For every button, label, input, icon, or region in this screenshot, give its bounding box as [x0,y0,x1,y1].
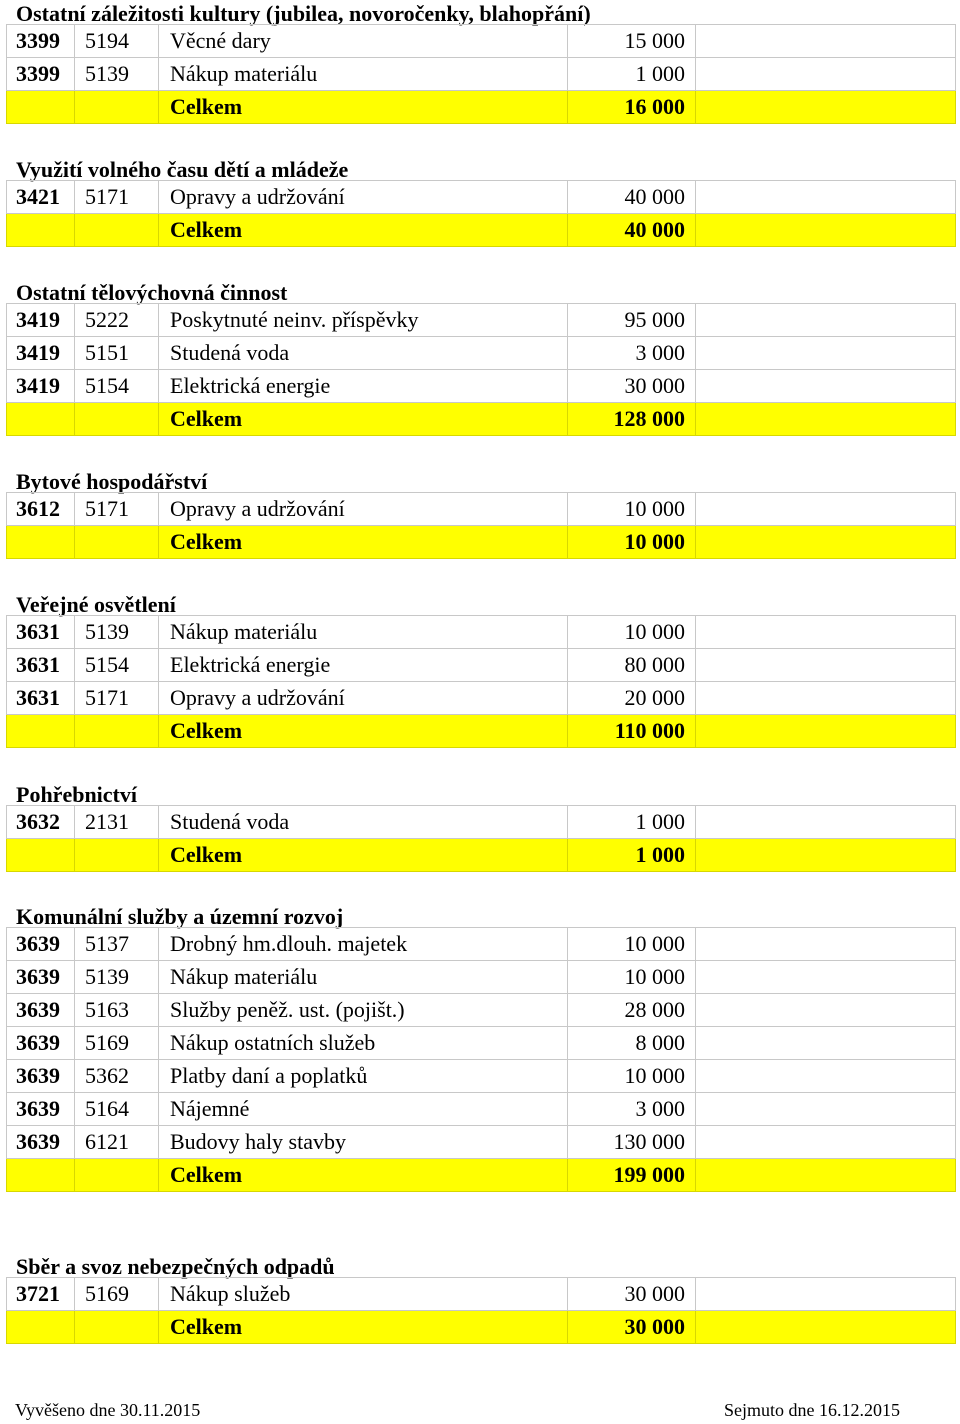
empty-cell [696,1093,956,1126]
section-title: Ostatní tělovýchovná činnost [16,280,288,305]
total-amount: 110 000 [568,715,696,748]
total-label: Celkem [159,1159,568,1192]
empty-cell [75,715,159,748]
paragraph-code: 3639 [7,994,75,1027]
item-code: 5222 [75,304,159,337]
total-amount: 128 000 [568,403,696,436]
item-description: Elektrická energie [159,649,568,682]
removed-date: Sejmuto dne 16.12.2015 [724,1400,900,1420]
empty-cell [696,616,956,649]
item-description: Nákup materiálu [159,58,568,91]
budget-table [6,1277,956,1344]
item-amount: 95 000 [568,304,696,337]
empty-cell [7,91,75,124]
item-code: 5169 [75,1027,159,1060]
paragraph-code: 3419 [7,370,75,403]
empty-cell [75,91,159,124]
item-description: Studená voda [159,806,568,839]
item-amount: 10 000 [568,961,696,994]
posted-date: Vyvěšeno dne 30.11.2015 [15,1400,201,1420]
paragraph-code: 3612 [7,493,75,526]
budget-table [6,927,956,1192]
empty-cell [7,403,75,436]
table-row [7,25,956,58]
item-amount: 10 000 [568,493,696,526]
table-row [7,58,956,91]
total-amount: 16 000 [568,91,696,124]
empty-cell [696,928,956,961]
empty-cell [696,493,956,526]
item-description: Nákup materiálu [159,961,568,994]
total-row [7,403,956,436]
total-label: Celkem [159,526,568,559]
table-row [7,493,956,526]
item-code: 5194 [75,25,159,58]
item-amount: 20 000 [568,682,696,715]
empty-cell [75,839,159,872]
item-amount: 80 000 [568,649,696,682]
empty-cell [75,1311,159,1344]
total-label: Celkem [159,839,568,872]
empty-cell [696,715,956,748]
item-description: Služby peněž. ust. (pojišt.) [159,994,568,1027]
item-amount: 3 000 [568,337,696,370]
table-row [7,806,956,839]
empty-cell [696,304,956,337]
item-code: 5171 [75,682,159,715]
paragraph-code: 3639 [7,1027,75,1060]
total-amount: 199 000 [568,1159,696,1192]
total-label: Celkem [159,214,568,247]
table-row [7,304,956,337]
section-title: Komunální služby a územní rozvoj [16,904,344,929]
paragraph-code: 3631 [7,616,75,649]
total-label: Celkem [159,91,568,124]
section-title: Ostatní záležitosti kultury (jubilea, novoročenky, blahopřání) [16,1,591,26]
item-amount: 15 000 [568,25,696,58]
item-description: Opravy a udržování [159,682,568,715]
empty-cell [7,715,75,748]
section-title: Bytové hospodářství [16,469,208,494]
budget-table [6,180,956,247]
item-code: 5139 [75,58,159,91]
paragraph-code: 3419 [7,304,75,337]
item-code: 5169 [75,1278,159,1311]
paragraph-code: 3639 [7,928,75,961]
paragraph-code: 3721 [7,1278,75,1311]
item-code: 5154 [75,649,159,682]
item-description: Nákup ostatních služeb [159,1027,568,1060]
empty-cell [696,1060,956,1093]
empty-cell [75,526,159,559]
empty-cell [696,1126,956,1159]
empty-cell [696,181,956,214]
item-description: Elektrická energie [159,370,568,403]
paragraph-code: 3632 [7,806,75,839]
total-row [7,1159,956,1192]
table-row [7,181,956,214]
item-code: 6121 [75,1126,159,1159]
paragraph-code: 3399 [7,25,75,58]
item-code: 5137 [75,928,159,961]
empty-cell [696,961,956,994]
item-code: 5171 [75,181,159,214]
table-row [7,1126,956,1159]
section-title: Veřejné osvětlení [16,592,176,617]
empty-cell [696,1027,956,1060]
empty-cell [696,526,956,559]
item-code: 5171 [75,493,159,526]
item-code: 5163 [75,994,159,1027]
table-row [7,1060,956,1093]
table-row [7,370,956,403]
table-row [7,961,956,994]
item-code: 2131 [75,806,159,839]
table-row [7,649,956,682]
total-label: Celkem [159,403,568,436]
paragraph-code: 3639 [7,1093,75,1126]
paragraph-code: 3639 [7,1126,75,1159]
empty-cell [696,1311,956,1344]
total-row [7,1311,956,1344]
budget-table [6,303,956,436]
empty-cell [75,214,159,247]
empty-cell [7,839,75,872]
table-row [7,616,956,649]
item-description: Budovy haly stavby [159,1126,568,1159]
paragraph-code: 3399 [7,58,75,91]
paragraph-code: 3419 [7,337,75,370]
empty-cell [7,526,75,559]
budget-table [6,24,956,124]
item-amount: 10 000 [568,928,696,961]
total-amount: 1 000 [568,839,696,872]
item-amount: 30 000 [568,1278,696,1311]
empty-cell [696,1278,956,1311]
item-description: Drobný hm.dlouh. majetek [159,928,568,961]
budget-table [6,615,956,748]
item-amount: 1 000 [568,58,696,91]
item-description: Nákup materiálu [159,616,568,649]
empty-cell [696,58,956,91]
empty-cell [75,1159,159,1192]
item-description: Opravy a udržování [159,181,568,214]
total-amount: 40 000 [568,214,696,247]
empty-cell [696,214,956,247]
budget-table [6,805,956,872]
item-code: 5164 [75,1093,159,1126]
section-title: Pohřebnictví [16,782,137,807]
total-label: Celkem [159,1311,568,1344]
item-description: Studená voda [159,337,568,370]
paragraph-code: 3631 [7,682,75,715]
table-row [7,928,956,961]
table-row [7,1093,956,1126]
budget-table [6,492,956,559]
empty-cell [696,839,956,872]
total-row [7,526,956,559]
total-row [7,839,956,872]
total-row [7,715,956,748]
item-description: Platby daní a poplatků [159,1060,568,1093]
table-row [7,337,956,370]
total-amount: 10 000 [568,526,696,559]
empty-cell [696,91,956,124]
paragraph-code: 3631 [7,649,75,682]
empty-cell [696,370,956,403]
section-title: Sběr a svoz nebezpečných odpadů [16,1254,335,1279]
paragraph-code: 3421 [7,181,75,214]
total-label: Celkem [159,715,568,748]
item-code: 5154 [75,370,159,403]
table-row [7,1278,956,1311]
item-amount: 30 000 [568,370,696,403]
item-description: Věcné dary [159,25,568,58]
total-row [7,214,956,247]
item-code: 5139 [75,616,159,649]
item-amount: 1 000 [568,806,696,839]
empty-cell [7,1159,75,1192]
section-title: Využití volného času dětí a mládeže [16,157,349,182]
item-code: 5362 [75,1060,159,1093]
total-amount: 30 000 [568,1311,696,1344]
item-description: Nájemné [159,1093,568,1126]
item-amount: 10 000 [568,1060,696,1093]
empty-cell [7,214,75,247]
empty-cell [696,25,956,58]
empty-cell [75,403,159,436]
paragraph-code: 3639 [7,1060,75,1093]
empty-cell [696,1159,956,1192]
item-amount: 8 000 [568,1027,696,1060]
item-amount: 130 000 [568,1126,696,1159]
table-row [7,1027,956,1060]
item-code: 5151 [75,337,159,370]
item-description: Opravy a udržování [159,493,568,526]
item-description: Nákup služeb [159,1278,568,1311]
empty-cell [696,682,956,715]
empty-cell [696,806,956,839]
table-row [7,994,956,1027]
item-amount: 10 000 [568,616,696,649]
paragraph-code: 3639 [7,961,75,994]
item-description: Poskytnuté neinv. příspěvky [159,304,568,337]
table-row [7,682,956,715]
item-amount: 28 000 [568,994,696,1027]
item-code: 5139 [75,961,159,994]
empty-cell [696,649,956,682]
empty-cell [696,403,956,436]
item-amount: 40 000 [568,181,696,214]
item-amount: 3 000 [568,1093,696,1126]
empty-cell [696,337,956,370]
empty-cell [696,994,956,1027]
total-row [7,91,956,124]
empty-cell [7,1311,75,1344]
